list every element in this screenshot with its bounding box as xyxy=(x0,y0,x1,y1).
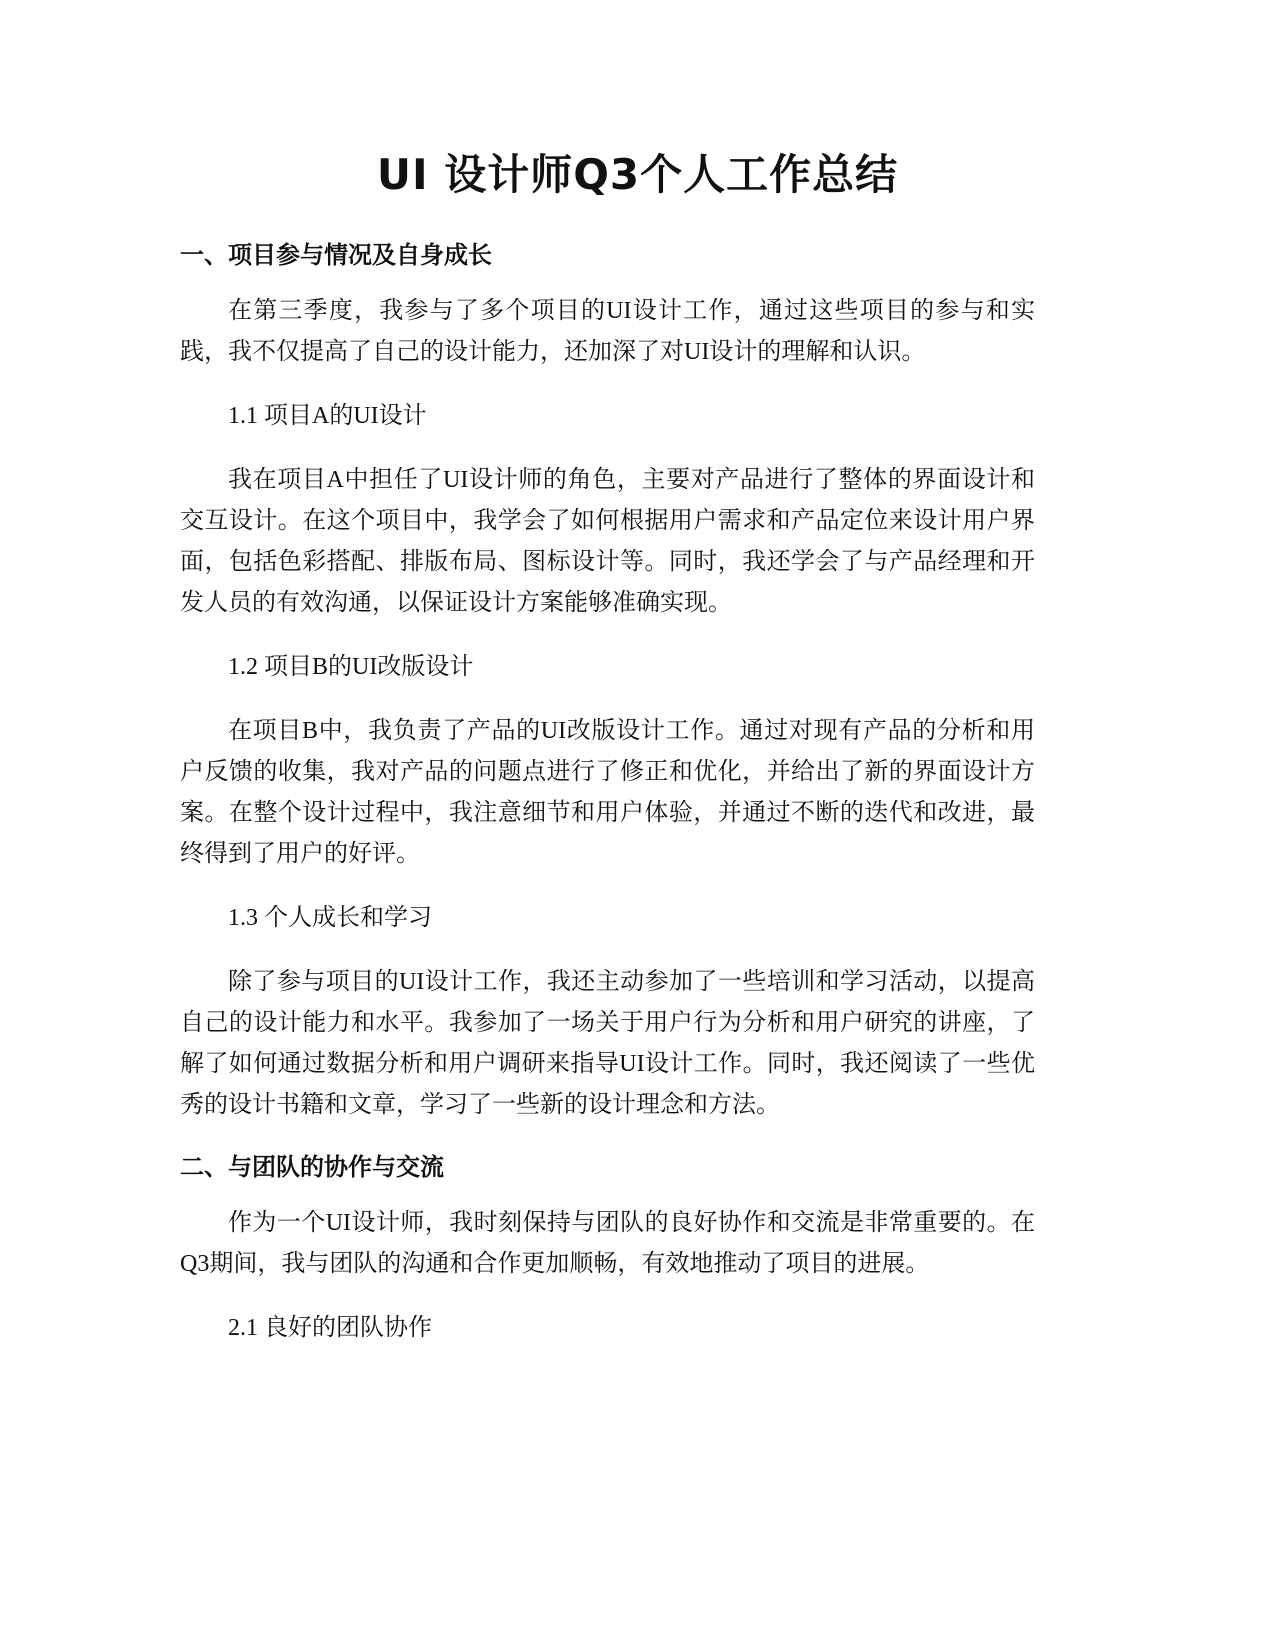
section-heading: 二、与团队的协作与交流 xyxy=(180,1153,444,1181)
section-heading: 一、项目参与情况及自身成长 xyxy=(180,241,492,269)
subsection-heading: 1.1 项目A的UI设计 xyxy=(228,403,427,429)
subsection-heading: 1.2 项目B的UI改版设计 xyxy=(228,654,474,680)
document-title: UI 设计师Q3个人工作总结 xyxy=(376,150,899,199)
subsection-heading: 1.3 个人成长和学习 xyxy=(228,905,432,931)
subsection-paragraph: 除了参与项目的UI设计工作，我还主动参加了一些培训和学习活动，以提高自己的设计能力和水平。我参加了一场关于用户行为分析和用户研究的讲座，了解了如何通过数据分析和用户调研来指导UI设计工作。同时，我还阅读了一些优秀的设计书籍和文章，学习了一些新的设计理念和方法。 xyxy=(180,969,1035,1118)
section-intro-paragraph: 作为一个UI设计师，我时刻保持与团队的良好协作和交流是非常重要的。在Q3期间，我与团队的沟通和合作更加顺畅，有效地推动了项目的进展。 xyxy=(180,1210,1035,1277)
subsection-paragraph: 我在项目A中担任了UI设计师的角色，主要对产品进行了整体的界面设计和交互设计。在这个项目中，我学会了如何根据用户需求和产品定位来设计用户界面，包括色彩搭配、排版布局、图标设计等。同时，我还学会了与产品经理和开发人员的有效沟通，以保证设计方案能够准确实现。 xyxy=(180,467,1035,616)
section-intro-paragraph: 在第三季度，我参与了多个项目的UI设计工作，通过这些项目的参与和实践，我不仅提高了自己的设计能力，还加深了对UI设计的理解和认识。 xyxy=(180,298,1035,365)
subsection-paragraph: 在项目B中，我负责了产品的UI改版设计工作。通过对现有产品的分析和用户反馈的收集，我对产品的问题点进行了修正和优化，并给出了新的界面设计方案。在整个设计过程中，我注意细节和用户体验，并通过不断的迭代和改进，最终得到了用户的好评。 xyxy=(180,718,1035,867)
subsection-heading: 2.1 良好的团队协作 xyxy=(228,1315,432,1341)
document-body xyxy=(180,237,1035,1372)
